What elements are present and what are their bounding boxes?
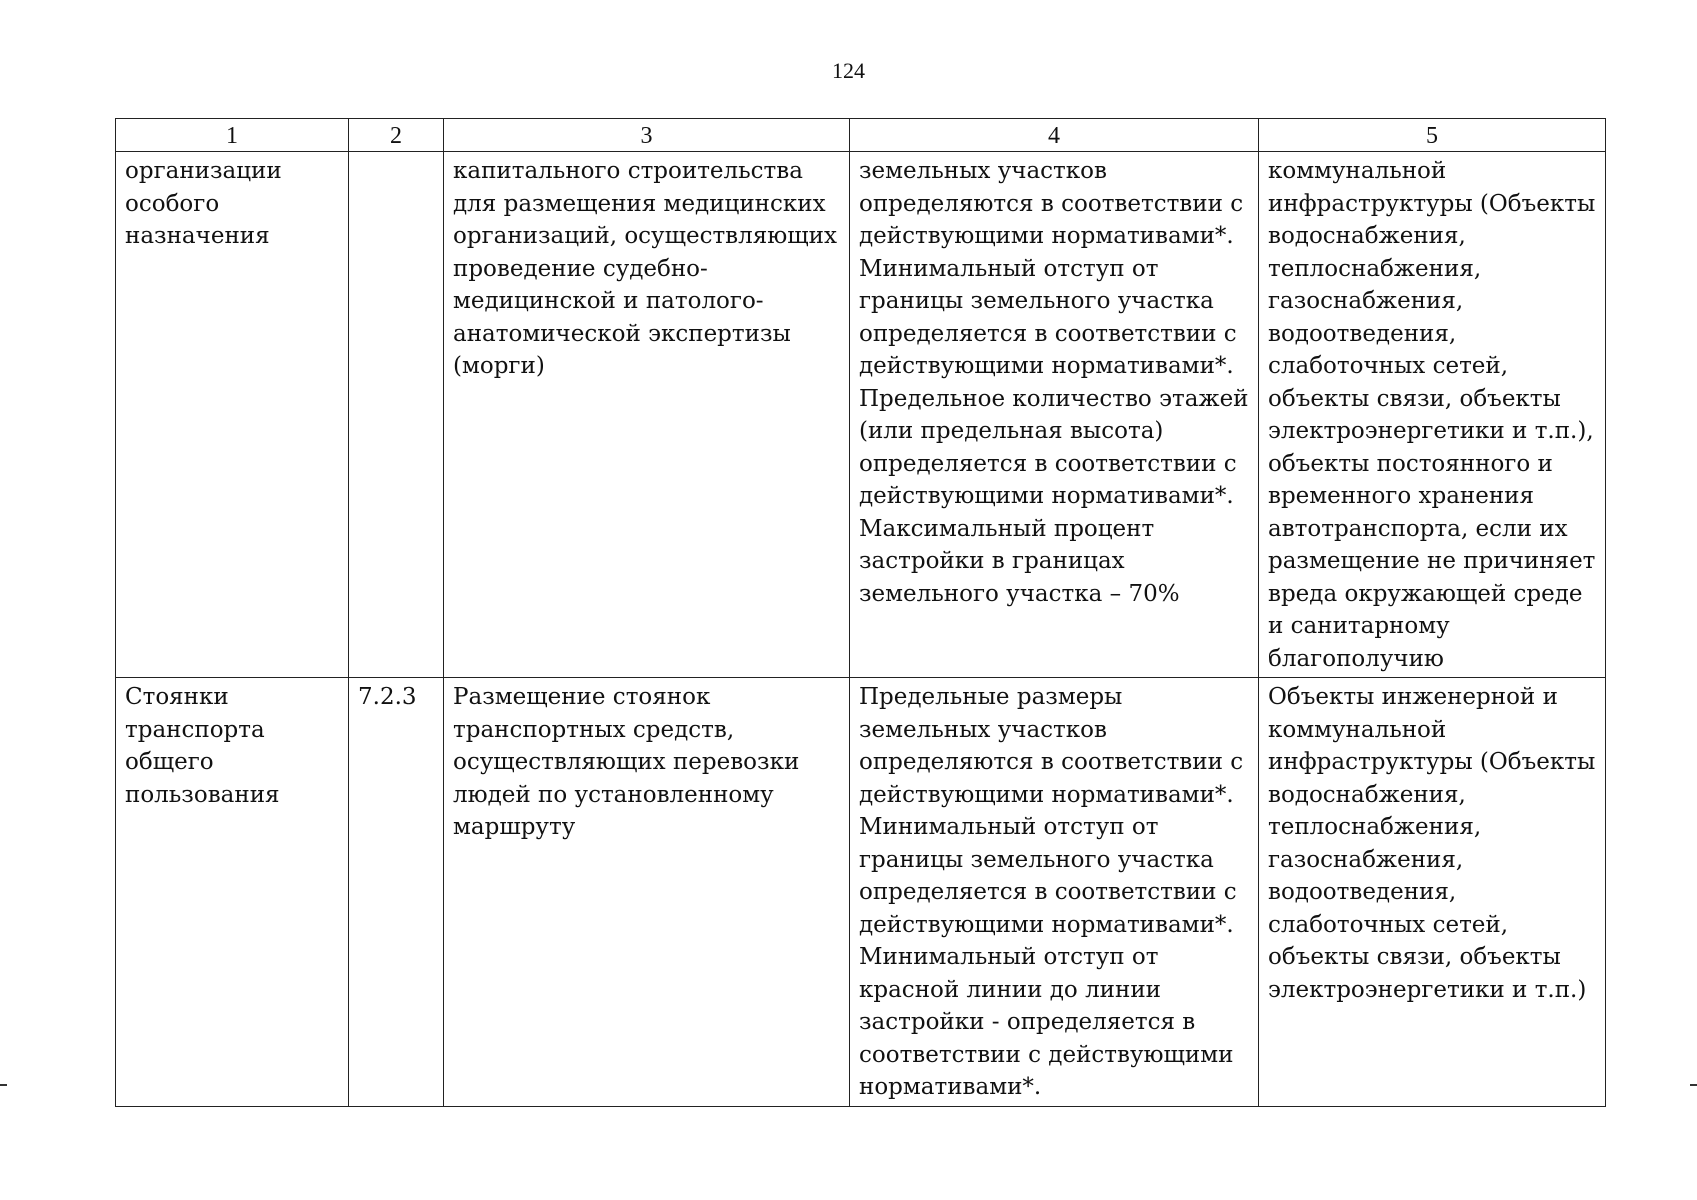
use-description: капитального строительства для размещения медицинских организаций, осуществляющих проведение судебно- медицинской и патолого- анатомической экспертизы (морги) xyxy=(444,152,850,678)
header-cell-1: 1 xyxy=(116,119,349,152)
use-description: Размещение стоянок транспортных средств, осуществляющих перевозки людей по установленному маршруту xyxy=(444,678,850,1107)
header-cell-5: 5 xyxy=(1259,119,1606,152)
scan-edge-mark-right xyxy=(1690,1084,1697,1086)
header-cell-3: 3 xyxy=(444,119,850,152)
table-row xyxy=(116,152,1606,678)
table-row xyxy=(116,678,1606,1107)
header-cell-4: 4 xyxy=(850,119,1259,152)
auxiliary-uses: коммунальной инфраструктуры (Объекты водоснабжения, теплоснабжения, газоснабжения, водоотведения, слаботочных сетей, объекты связи, объекты электроэнергетики и т.п.), объекты постоянного и временного хранения автотранспорта, если их размещение не причиняет вреда окружающей среде и санитарному благополучию xyxy=(1259,152,1606,678)
header-cell-2: 2 xyxy=(349,119,444,152)
permitted-use-name: Стоянки транспорта общего пользования xyxy=(116,678,349,1107)
scan-edge-mark-left xyxy=(0,1084,7,1086)
regulation-table xyxy=(115,118,1606,1107)
permitted-use-name: организации особого назначения xyxy=(116,152,349,678)
construction-parameters: Предельные размеры земельных участков определяются в соответствии с действующими нормативами*. Минимальный отступ от границы земельного участка определяется в соответствии с действующими нормативами*. Минимальный отступ от красной линии до линии застройки - определяется в соответствии с действующими нормативами*. xyxy=(850,678,1259,1107)
auxiliary-uses: Объекты инженерной и коммунальной инфраструктуры (Объекты водоснабжения, теплоснабжения, газоснабжения, водоотведения, слаботочных сетей, объекты связи, объекты электроэнергетики и т.п.) xyxy=(1259,678,1606,1107)
use-code xyxy=(349,152,444,678)
construction-parameters: земельных участков определяются в соответствии с действующими нормативами*. Минимальный отступ от границы земельного участка определяется в соответствии с действующими нормативами*. Предельное количество этажей (или предельная высота) определяется в соответствии с действующими нормативами*. Максимальный процент застройки в границах земельного участка – 70% xyxy=(850,152,1259,678)
header-row xyxy=(116,119,1606,152)
use-code: 7.2.3 xyxy=(349,678,444,1107)
page-number: 124 xyxy=(832,58,865,83)
